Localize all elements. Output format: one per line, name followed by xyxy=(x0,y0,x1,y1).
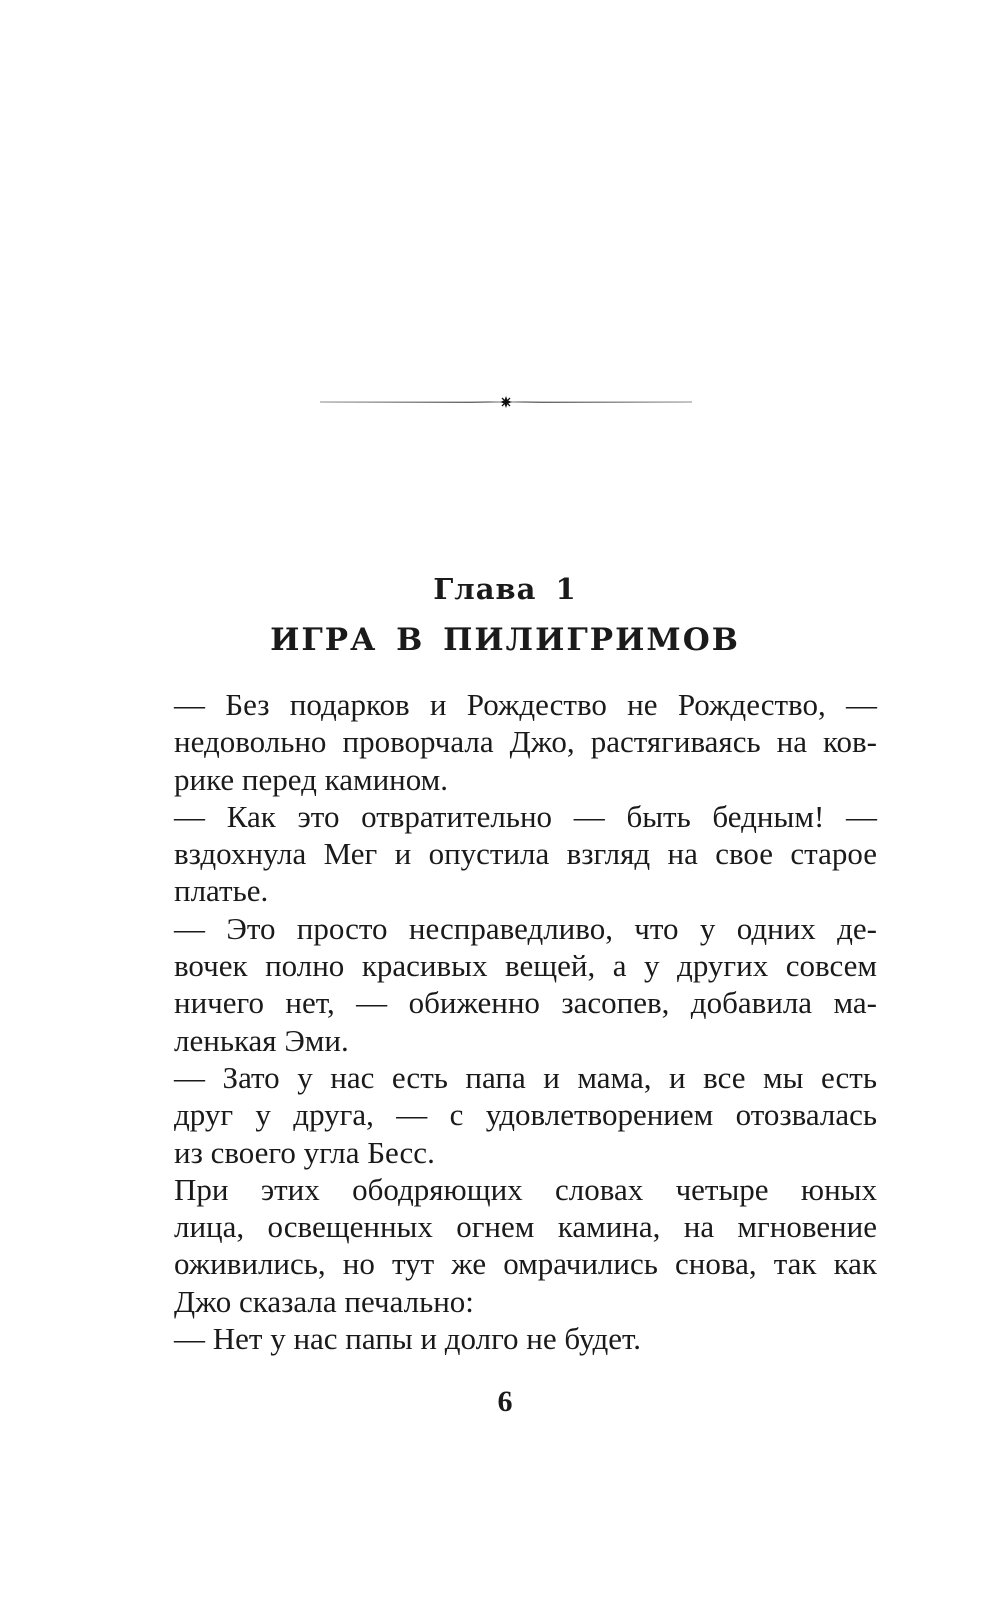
text-line: ленькая Эми. xyxy=(174,1022,349,1058)
chapter-ornament-divider xyxy=(320,392,692,412)
chapter-number: Глава 1 xyxy=(433,572,577,606)
paragraph xyxy=(137,1059,877,1171)
text-line: друг у друга, — с удовлетворением отозвалась xyxy=(174,1097,877,1133)
text-line: лица, освещенных огнем камина, на мгновение xyxy=(174,1209,877,1245)
ornament-star-icon xyxy=(500,396,512,408)
page-number: 6 xyxy=(497,1385,513,1418)
paragraph xyxy=(137,910,877,1059)
paragraph xyxy=(137,686,877,798)
paragraph xyxy=(137,1320,877,1357)
text-line: При этих ободряющих словах четыре юных xyxy=(174,1171,877,1207)
text-line: Джо сказала печально: xyxy=(174,1283,474,1319)
paragraph xyxy=(137,798,877,910)
paragraph xyxy=(137,1171,877,1320)
text-line: из своего угла Бесс. xyxy=(174,1134,435,1170)
chapter-body-text xyxy=(137,686,877,1357)
text-line: ничего нет, — обиженно засопев, добавила ма- xyxy=(174,985,877,1021)
text-line: вочек полно красивых вещей, а у других совсем xyxy=(174,948,877,984)
ornament-left-line xyxy=(320,402,503,403)
chapter-title: ИГРА В ПИЛИГРИМОВ xyxy=(270,622,740,658)
text-line: вздохнула Мег и опустила взгляд на свое старое xyxy=(174,836,877,872)
text-line: — Нет у нас папы и долго не будет. xyxy=(174,1321,642,1357)
text-line: — Зато у нас есть папа и мама, и все мы есть xyxy=(174,1059,877,1095)
text-line: — Без подарков и Рождество не Рождество, — xyxy=(174,687,877,722)
text-line: рике перед камином. xyxy=(174,761,449,797)
ornament-right-line xyxy=(509,402,692,403)
text-line: — Как это отвратительно — быть бедным! — xyxy=(174,798,877,834)
text-line: недовольно проворчала Джо, растягиваясь на ков- xyxy=(174,724,877,760)
text-line: платье. xyxy=(174,873,269,909)
text-line: — Это просто несправедливо, что у одних де- xyxy=(174,910,877,946)
text-line: оживились, но тут же омрачились снова, так как xyxy=(174,1246,877,1282)
